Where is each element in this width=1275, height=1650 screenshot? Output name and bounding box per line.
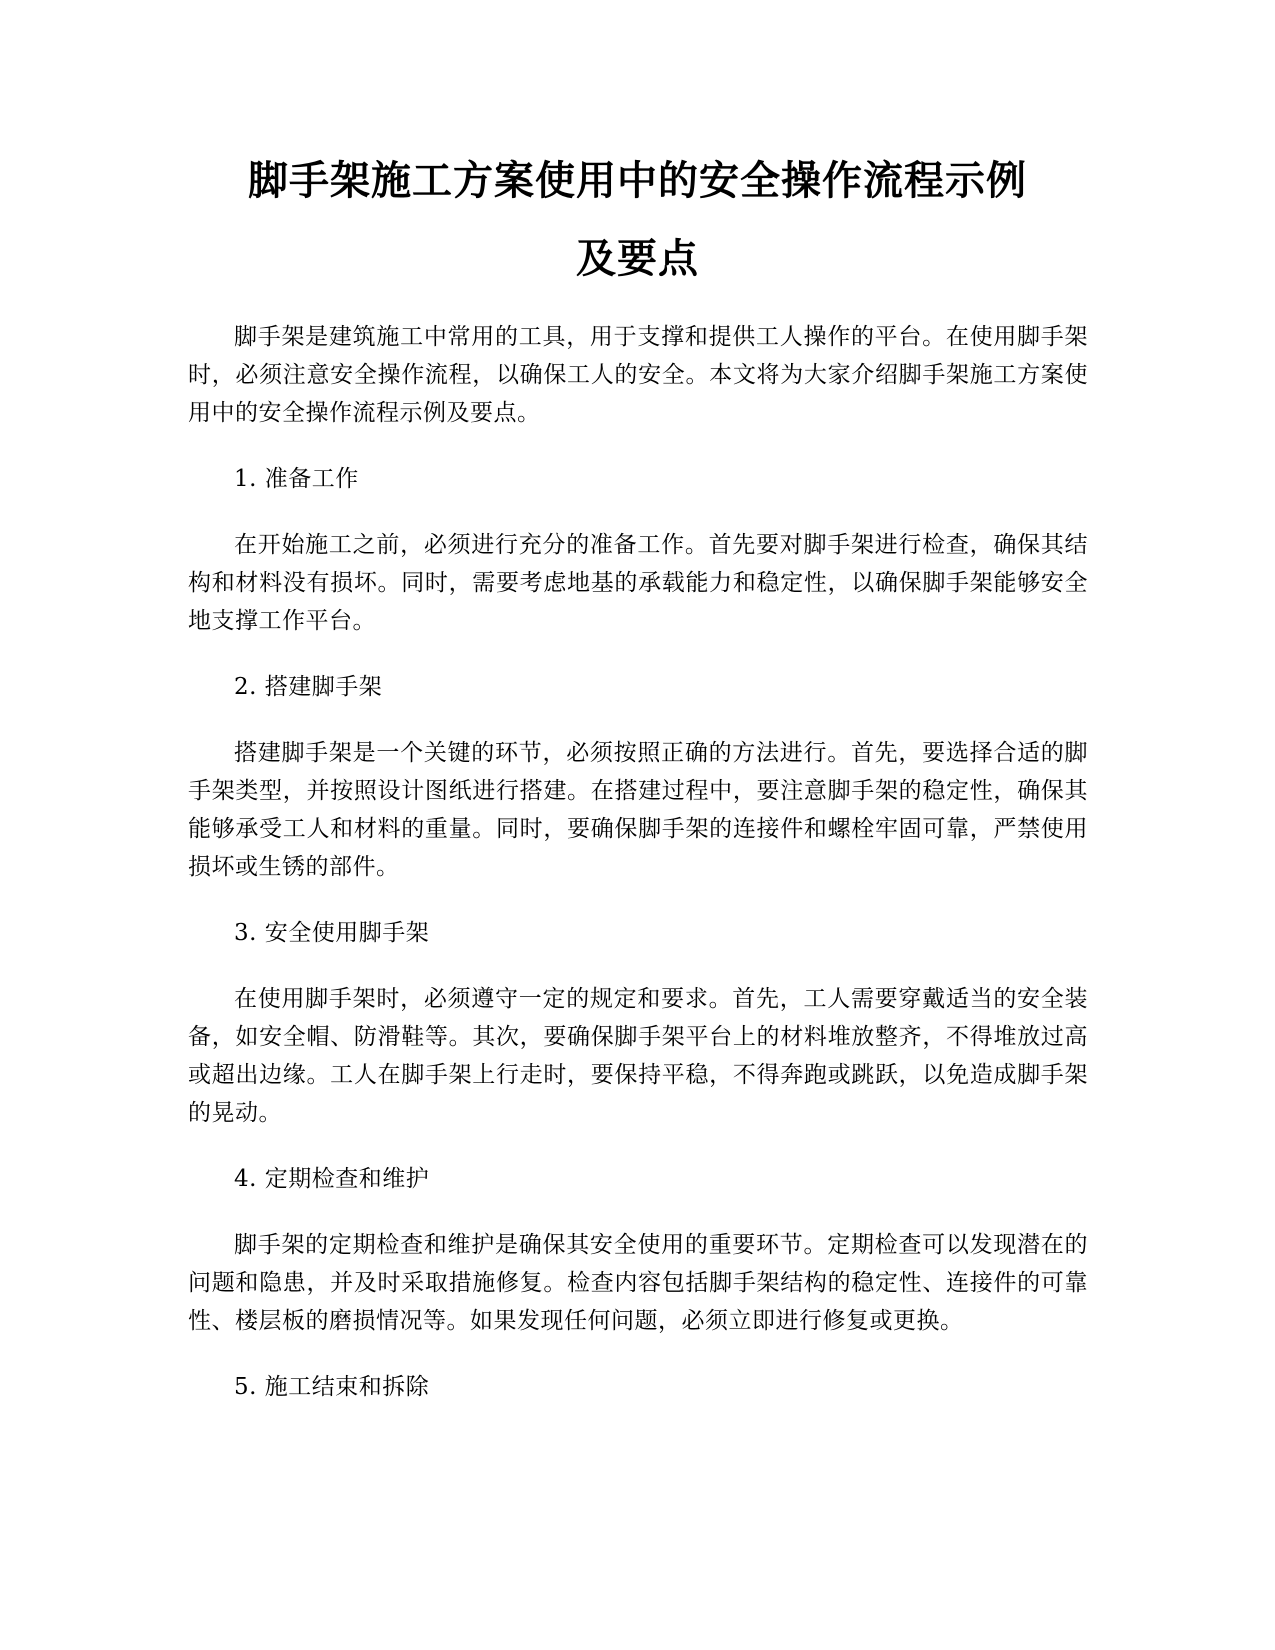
section-body-1: 在开始施工之前，必须进行充分的准备工作。首先要对脚手架进行检查，确保其结构和材料没有损坏。同时，需要考虑地基的承载能力和稳定性，以确保脚手架能够安全地支撑工作平台。 — [188, 532, 1088, 634]
section-body-2: 搭建脚手架是一个关键的环节，必须按照正确的方法进行。首先，要选择合适的脚手架类型，并按照设计图纸进行搭建。在搭建过程中，要注意脚手架的稳定性，确保其能够承受工人和材料的重量。同时，要确保脚手架的连接件和螺栓牢固可靠，严禁使用损坏或生锈的部件。 — [188, 740, 1088, 880]
section-heading-2: 2. 搭建脚手架 — [234, 674, 383, 700]
section-body-3: 在使用脚手架时，必须遵守一定的规定和要求。首先，工人需要穿戴适当的安全装备，如安全帽、防滑鞋等。其次，要确保脚手架平台上的材料堆放整齐，不得堆放过高或超出边缘。工人在脚手架上行走时，要保持平稳，不得奔跑或跳跃，以免造成脚手架的晃动。 — [188, 986, 1088, 1126]
section-body-4: 脚手架的定期检查和维护是确保其安全使用的重要环节。定期检查可以发现潜在的问题和隐患，并及时采取措施修复。检查内容包括脚手架结构的稳定性、连接件的可靠性、楼层板的磨损情况等。如果发现任何问题，必须立即进行修复或更换。 — [188, 1232, 1088, 1334]
title-line-1: 脚手架施工方案使用中的安全操作流程示例 — [248, 158, 1027, 204]
document-body — [188, 318, 1088, 1406]
section-heading-1: 1. 准备工作 — [234, 466, 359, 492]
section-heading-3: 3. 安全使用脚手架 — [234, 920, 430, 946]
intro-paragraph: 脚手架是建筑施工中常用的工具，用于支撑和提供工人操作的平台。在使用脚手架时，必须注意安全操作流程，以确保工人的安全。本文将为大家介绍脚手架施工方案使用中的安全操作流程示例及要点。 — [188, 324, 1088, 426]
title-line-2: 及要点 — [576, 236, 699, 282]
section-heading-5: 5. 施工结束和拆除 — [234, 1374, 430, 1400]
document-title — [180, 142, 1095, 298]
section-heading-4: 4. 定期检查和维护 — [234, 1166, 430, 1192]
